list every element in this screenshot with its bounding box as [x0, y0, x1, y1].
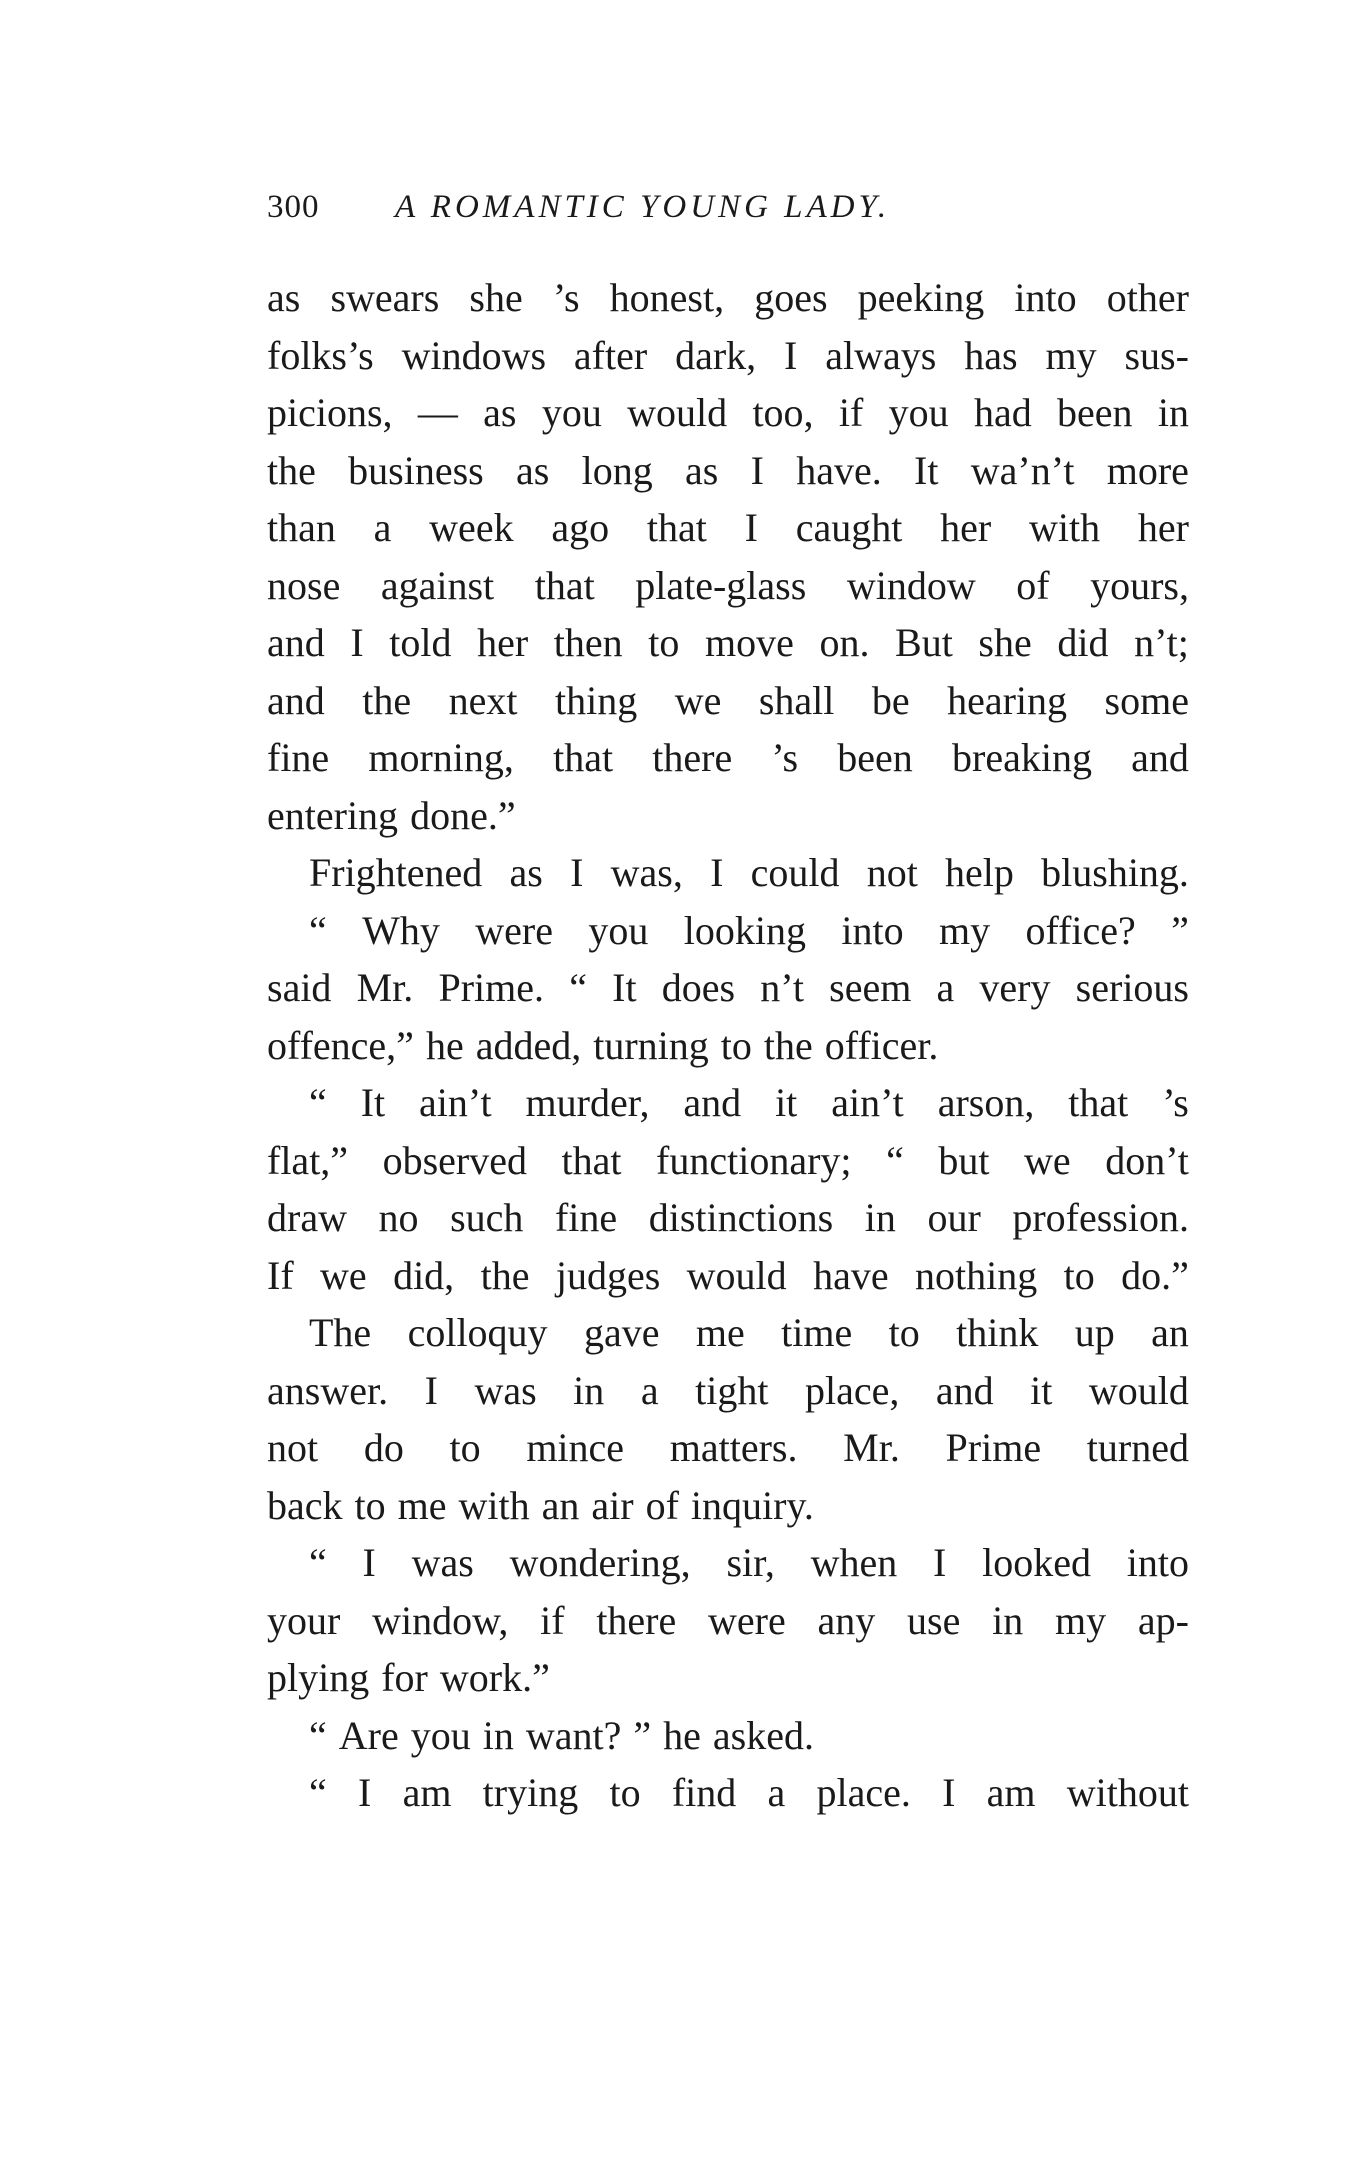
word: ’s	[552, 275, 580, 320]
word: do.”	[1121, 1252, 1189, 1298]
word: sus-	[1124, 332, 1189, 378]
word: to	[648, 620, 680, 665]
word: If	[267, 1252, 294, 1298]
word: to	[449, 1425, 481, 1470]
text-line	[267, 844, 1189, 902]
word: any	[817, 1597, 876, 1643]
word: was	[411, 1540, 474, 1585]
word: plying	[267, 1655, 370, 1700]
word: a	[640, 1367, 659, 1413]
word: “	[309, 1080, 327, 1125]
word: business	[348, 447, 484, 493]
word: to	[1063, 1252, 1095, 1298]
word: I	[358, 1770, 372, 1815]
word: plate-glass	[635, 562, 807, 608]
text-line	[267, 729, 1189, 787]
word: draw	[267, 1195, 347, 1240]
word: It	[914, 447, 939, 493]
word: as	[516, 447, 550, 493]
word: she	[469, 275, 523, 320]
word: would	[1088, 1367, 1189, 1413]
text-line	[267, 1132, 1189, 1190]
text-line	[267, 787, 1189, 845]
word: a	[936, 965, 955, 1010]
word: I	[933, 1540, 947, 1585]
word: was	[474, 1367, 537, 1413]
word: think	[956, 1310, 1039, 1355]
word: if	[838, 390, 864, 435]
text-line	[267, 499, 1189, 557]
word: we	[674, 677, 722, 723]
text-line	[267, 672, 1189, 730]
word: serious	[1075, 965, 1189, 1010]
word: were	[475, 907, 553, 953]
word: as	[267, 275, 301, 320]
word: inquiry.	[690, 1482, 814, 1528]
word: that	[561, 1137, 622, 1183]
word: help	[945, 850, 1014, 895]
word: always	[825, 332, 937, 378]
word: ’s	[771, 735, 799, 780]
word: ap-	[1137, 1597, 1189, 1643]
word: to	[720, 1022, 752, 1068]
word: and	[1131, 735, 1189, 780]
word: “	[309, 1770, 327, 1815]
word: into	[841, 907, 904, 953]
word: been	[837, 735, 913, 780]
word: flat,”	[267, 1137, 349, 1183]
word: place.	[816, 1770, 911, 1815]
word: and	[267, 620, 325, 665]
word: on.	[819, 620, 870, 665]
word: functionary;	[656, 1137, 852, 1183]
word: not	[866, 850, 918, 895]
word: gave	[583, 1310, 660, 1355]
word: I	[710, 850, 724, 895]
word: ”	[633, 1712, 652, 1758]
word: I	[942, 1770, 956, 1815]
word: our	[927, 1195, 981, 1240]
word: some	[1104, 677, 1189, 723]
word: —	[417, 390, 458, 435]
word: office?	[1025, 907, 1136, 953]
word: seem	[829, 965, 912, 1010]
word: arson,	[937, 1080, 1035, 1125]
word: observed	[382, 1137, 527, 1183]
word: distinctions	[648, 1195, 834, 1240]
word: move	[704, 620, 794, 665]
word: she	[978, 620, 1032, 665]
word: after	[573, 332, 648, 378]
text-line	[267, 1592, 1189, 1650]
word: me	[695, 1310, 745, 1355]
word: of	[1016, 562, 1050, 608]
word: me	[397, 1482, 447, 1528]
word: profession.	[1012, 1195, 1189, 1240]
text-line	[267, 1649, 1189, 1707]
word: answer.	[267, 1367, 389, 1413]
word: as	[483, 390, 517, 435]
word: than	[267, 505, 336, 550]
word: more	[1106, 447, 1189, 493]
word: you	[541, 390, 602, 435]
word: window,	[372, 1597, 509, 1643]
word: your	[267, 1597, 341, 1643]
word: ’s	[1162, 1080, 1189, 1125]
word: did,	[393, 1252, 455, 1298]
word: air	[591, 1482, 634, 1528]
word: I	[424, 1367, 438, 1413]
word: too,	[752, 390, 814, 435]
word: very	[979, 965, 1051, 1010]
word: The	[309, 1310, 372, 1355]
word: in	[864, 1195, 896, 1240]
word: turning	[593, 1022, 709, 1068]
word: was,	[610, 850, 683, 895]
word: blushing.	[1041, 850, 1189, 895]
page-number: 300	[267, 189, 320, 225]
word: looked	[982, 1540, 1091, 1585]
word: Prime.	[438, 965, 545, 1010]
text-line	[267, 384, 1189, 442]
word: that	[646, 505, 707, 550]
word: I	[784, 332, 798, 378]
word: we	[320, 1252, 367, 1298]
word: caught	[795, 505, 903, 550]
word: added,	[475, 1022, 582, 1068]
word: don’t	[1105, 1137, 1189, 1183]
body-text	[267, 269, 1189, 1822]
word: Mr.	[843, 1425, 900, 1470]
word: want?	[525, 1712, 622, 1758]
running-title: A ROMANTIC YOUNG LADY.	[395, 189, 891, 225]
word: officer.	[824, 1022, 939, 1068]
word: there	[596, 1597, 677, 1643]
word: in	[992, 1597, 1024, 1643]
word: no	[378, 1195, 419, 1240]
word: nothing	[914, 1252, 1038, 1298]
word: an	[541, 1482, 580, 1528]
word: I	[744, 505, 758, 550]
word: But	[895, 620, 953, 665]
word: offence,”	[267, 1022, 414, 1068]
word: ain’t	[419, 1080, 492, 1125]
word: ”	[1171, 907, 1189, 953]
word: could	[750, 850, 840, 895]
word: there	[652, 735, 733, 780]
word: you	[888, 390, 949, 435]
word: n’t;	[1134, 620, 1189, 665]
word: Are	[338, 1712, 399, 1758]
word: and	[683, 1080, 742, 1125]
word: back	[267, 1482, 343, 1528]
word: to	[888, 1310, 920, 1355]
word: as	[509, 850, 543, 895]
word: It	[360, 1080, 386, 1125]
word: against	[380, 562, 495, 608]
word: week	[429, 505, 514, 550]
word: I	[570, 850, 584, 895]
word: I	[750, 447, 764, 493]
text-line	[267, 1534, 1189, 1592]
text-line	[267, 1477, 1189, 1535]
word: “	[309, 1712, 327, 1758]
word: it	[1030, 1367, 1053, 1413]
text-line	[267, 1247, 1189, 1305]
word: told	[389, 620, 452, 665]
word: would	[627, 390, 728, 435]
word: honest,	[609, 275, 725, 320]
word: It	[612, 965, 637, 1010]
word: dark,	[675, 332, 757, 378]
word: the	[362, 677, 412, 723]
text-line	[267, 1419, 1189, 1477]
word: her	[940, 505, 992, 550]
word: ain’t	[831, 1080, 904, 1125]
word: with	[1028, 505, 1101, 550]
word: folks’s	[267, 332, 374, 378]
word: her	[1137, 505, 1189, 550]
word: a	[373, 505, 392, 550]
word: “	[886, 1137, 904, 1183]
word: entering	[267, 792, 399, 838]
word: murder,	[525, 1080, 650, 1125]
word: have.	[796, 447, 882, 493]
word: did	[1057, 620, 1109, 665]
word: picions,	[267, 390, 393, 435]
word: that	[1068, 1080, 1129, 1125]
word: he	[663, 1712, 701, 1758]
word: to	[609, 1770, 641, 1815]
word: you	[410, 1712, 471, 1758]
word: hearing	[947, 677, 1068, 723]
word: judges	[555, 1252, 661, 1298]
word: “	[309, 907, 327, 953]
word: window	[846, 562, 976, 608]
word: be	[871, 677, 910, 723]
word: nose	[267, 562, 341, 608]
word: he	[425, 1022, 464, 1068]
text-line	[267, 1707, 1189, 1765]
text-line	[267, 902, 1189, 960]
word: looking	[683, 907, 806, 953]
text-line	[267, 269, 1189, 327]
word: do	[363, 1425, 404, 1470]
word: that	[534, 562, 595, 608]
word: breaking	[952, 735, 1092, 780]
word: we	[1024, 1137, 1071, 1183]
word: it	[775, 1080, 798, 1125]
word: when	[810, 1540, 898, 1585]
word: that	[553, 735, 614, 780]
word: done.”	[410, 792, 516, 838]
word: and	[935, 1367, 994, 1413]
word: would	[686, 1252, 787, 1298]
word: and	[267, 677, 325, 723]
word: my	[1054, 1597, 1107, 1643]
word: asked.	[712, 1712, 814, 1758]
text-line	[267, 1304, 1189, 1362]
word: fine	[267, 735, 330, 780]
word: wa’n’t	[970, 447, 1075, 493]
word: for	[381, 1655, 428, 1700]
word: had	[973, 390, 1032, 435]
word: next	[448, 677, 518, 723]
word: but	[938, 1137, 990, 1183]
word: colloquy	[407, 1310, 548, 1355]
word: time	[781, 1310, 853, 1355]
word: swears	[330, 275, 440, 320]
word: find	[671, 1770, 737, 1815]
word: has	[964, 332, 1018, 378]
word: a	[767, 1770, 786, 1815]
word: work.”	[439, 1655, 550, 1700]
text-line	[267, 1189, 1189, 1247]
text-line	[267, 1764, 1189, 1822]
word: you	[588, 907, 649, 953]
word: turned	[1086, 1425, 1189, 1470]
word: am	[402, 1770, 452, 1815]
word: peeking	[857, 275, 985, 320]
word: other	[1106, 275, 1189, 320]
word: then	[553, 620, 623, 665]
word: windows	[401, 332, 547, 378]
word: n’t	[760, 965, 804, 1010]
word: into	[1014, 275, 1077, 320]
word: Mr.	[356, 965, 414, 1010]
word: without	[1066, 1770, 1189, 1815]
word: of	[645, 1482, 679, 1528]
word: to	[354, 1482, 386, 1528]
word: shall	[758, 677, 835, 723]
word: matters.	[669, 1425, 798, 1470]
word: “	[309, 1540, 327, 1585]
word: not	[267, 1425, 319, 1470]
word: ago	[551, 505, 610, 550]
word: been	[1057, 390, 1133, 435]
word: sir,	[726, 1540, 775, 1585]
text-line	[267, 1017, 1189, 1075]
word: the	[480, 1252, 530, 1298]
word: her	[477, 620, 529, 665]
page-header	[267, 182, 1187, 232]
word: I	[362, 1540, 376, 1585]
word: into	[1126, 1540, 1189, 1585]
word: trying	[482, 1770, 579, 1815]
word: my	[938, 907, 991, 953]
word: my	[1045, 332, 1097, 378]
word: in	[1157, 390, 1189, 435]
word: up	[1074, 1310, 1115, 1355]
word: Frightened	[309, 850, 483, 895]
text-line	[267, 442, 1189, 500]
word: mince	[526, 1425, 625, 1470]
word: an	[1151, 1310, 1189, 1355]
word: I	[350, 620, 364, 665]
word: fine	[554, 1195, 618, 1240]
word: Prime	[945, 1425, 1042, 1470]
word: goes	[754, 275, 828, 320]
word: am	[986, 1770, 1036, 1815]
word: in	[573, 1367, 605, 1413]
word: in	[482, 1712, 514, 1758]
word: have	[813, 1252, 889, 1298]
word: if	[540, 1597, 565, 1643]
word: such	[450, 1195, 524, 1240]
word: use	[907, 1597, 961, 1643]
word: tight	[695, 1367, 769, 1413]
word: place,	[804, 1367, 900, 1413]
word: said	[267, 965, 332, 1010]
word: wondering,	[509, 1540, 691, 1585]
word: with	[458, 1482, 530, 1528]
word: the	[267, 447, 316, 493]
text-line	[267, 614, 1189, 672]
text-line	[267, 327, 1189, 385]
text-line	[267, 959, 1189, 1017]
word: morning,	[368, 735, 514, 780]
word: does	[661, 965, 736, 1010]
word: Why	[362, 907, 440, 953]
word: yours,	[1090, 562, 1189, 608]
word: were	[708, 1597, 786, 1643]
word: long	[581, 447, 653, 493]
word: as	[685, 447, 719, 493]
text-line	[267, 1362, 1189, 1420]
word: thing	[554, 677, 638, 723]
word: “	[569, 965, 587, 1010]
text-line	[267, 557, 1189, 615]
word: the	[763, 1022, 813, 1068]
text-line	[267, 1074, 1189, 1132]
